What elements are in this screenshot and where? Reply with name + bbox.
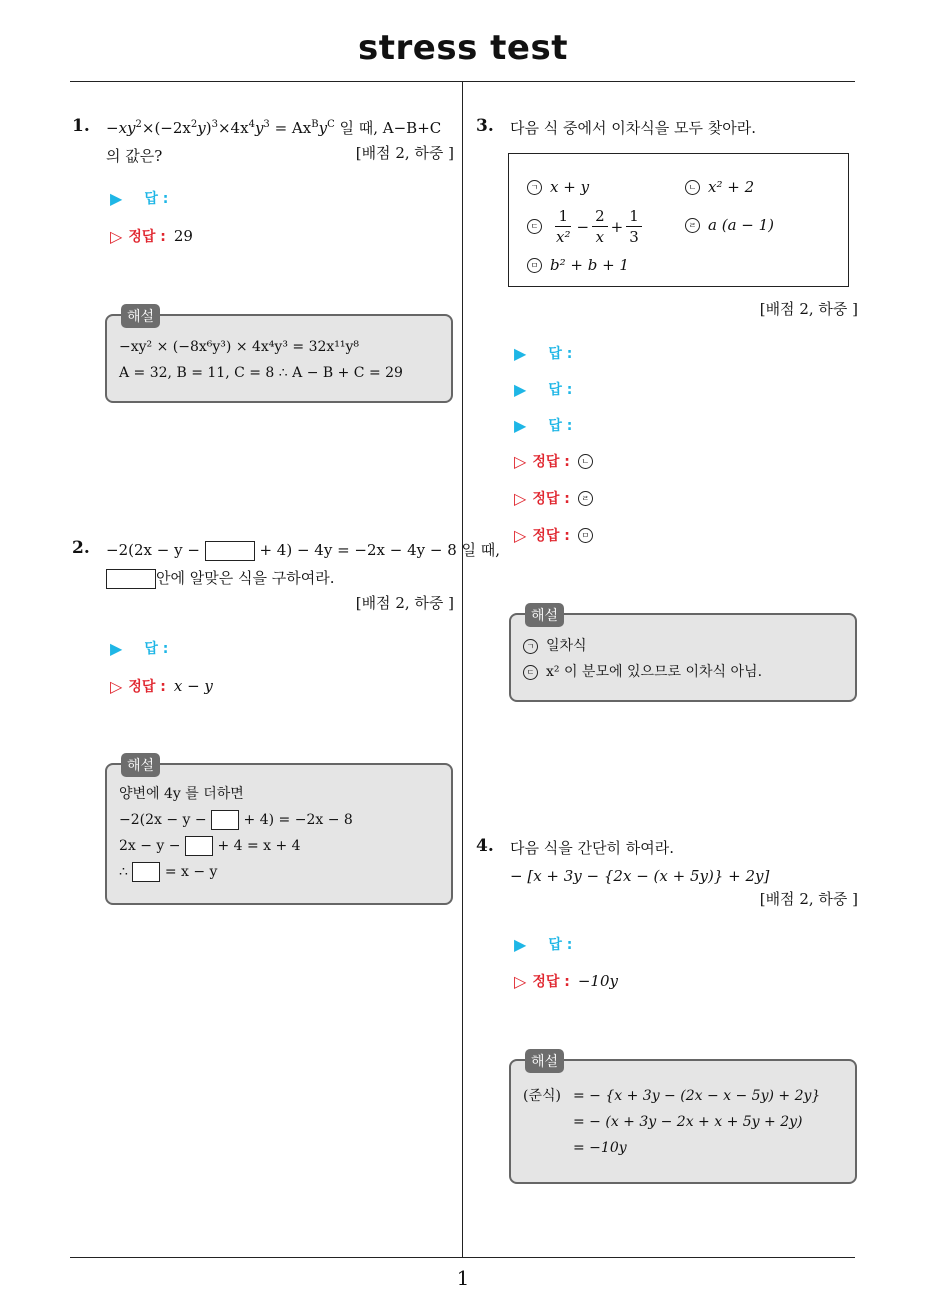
- outline-triangle-icon: ▷: [514, 451, 527, 471]
- column-divider: [462, 82, 463, 1257]
- answer-row: ▶ 답 :: [514, 934, 573, 954]
- answer-row: ▶ 답 :: [514, 343, 573, 363]
- choice-2: ㄴ x² + 2: [685, 178, 754, 196]
- explanation-box: 해설 양변에 4y 를 더하면 −2(2x − y − + 4) = −2x − 8 2x − y − + 4 = x + 4 ∴ = x − y: [105, 763, 453, 905]
- score-label: [배점 2, 하중 ]: [759, 300, 858, 318]
- question-number: 1.: [72, 116, 90, 136]
- correct-answer-row: ▷ 정답 : ㄴ: [514, 451, 601, 471]
- question-number: 3.: [476, 116, 494, 136]
- filled-triangle-icon: ▶: [514, 934, 527, 954]
- explanation-tag: 해설: [525, 603, 564, 627]
- question-text: −2(2x − y − + 4) − 4y = −2x − 4y − 8 일 때, 안에 알맞은 식을 구하여라.: [106, 541, 501, 587]
- outline-triangle-icon: ▷: [514, 971, 527, 991]
- choice-4: ㄹ a (a − 1): [685, 216, 774, 234]
- answer-row: ▶ 답 :: [514, 379, 573, 399]
- answer-row: ▶ 답 :: [110, 638, 169, 658]
- outline-triangle-icon: ▷: [514, 488, 527, 508]
- blank-box: [205, 541, 255, 561]
- page-title: stress test: [358, 28, 568, 68]
- answer-row: ▶ 답 :: [514, 415, 573, 435]
- bottom-rule: [70, 1257, 855, 1258]
- question-text: 다음 식을 간단히 하여라. − [x + 3y − {2x − (x + 5y)} + 2y]: [510, 839, 770, 885]
- question-text: 다음 식 중에서 이차식을 모두 찾아라.: [510, 119, 756, 137]
- question-number: 2.: [72, 538, 90, 558]
- correct-answer-row: ▷ 정답 : −10y: [514, 971, 618, 991]
- score-label: [배점 2, 하중 ]: [759, 890, 858, 908]
- question-text: $-xy^2\times(-2x^2y)^3\times 4x^4y^3 = Ax^By^C$ 일 때, A−B+C 의 값은?: [106, 119, 442, 165]
- outline-triangle-icon: ▷: [110, 226, 123, 246]
- outline-triangle-icon: ▷: [514, 525, 527, 545]
- explanation-tag: 해설: [121, 304, 160, 328]
- explanation-tag: 해설: [525, 1049, 564, 1073]
- filled-triangle-icon: ▶: [514, 415, 527, 435]
- page-number: 1: [456, 1266, 470, 1290]
- blank-box: [211, 810, 239, 830]
- score-label: [배점 2, 하중 ]: [355, 144, 454, 162]
- answer-row: ▶ 답 :: [110, 188, 169, 208]
- explanation-box: 해설 (준식) = − {x + 3y − (2x − x − 5y) + 2y} = − (x + 3y − 2x + x + 5y + 2y) = −10y: [509, 1059, 857, 1184]
- choice-1: ㄱ x + y: [527, 178, 589, 196]
- score-label: [배점 2, 하중 ]: [355, 594, 454, 612]
- choice-3: ㄷ $\frac{1}{\text{x²}}$ − $\frac{2}{x}$ + $\frac{1}{3}$: [527, 206, 645, 247]
- filled-triangle-icon: ▶: [514, 379, 527, 399]
- correct-answer-row: ▷ 정답 : x − y: [110, 676, 213, 696]
- filled-triangle-icon: ▶: [110, 638, 123, 658]
- filled-triangle-icon: ▶: [110, 188, 123, 208]
- blank-box: [132, 862, 160, 882]
- blank-box: [185, 836, 213, 856]
- blank-box: [106, 569, 156, 589]
- choice-5: ㅁ b² + b + 1: [527, 256, 629, 274]
- choices-box: [508, 153, 849, 287]
- explanation-tag: 해설: [121, 753, 160, 777]
- correct-answer-row: ▷ 정답 : ㄹ: [514, 488, 601, 508]
- correct-answer-row: ▷ 정답 : 29: [110, 226, 193, 246]
- correct-answer-row: ▷ 정답 : ㅁ: [514, 525, 601, 545]
- filled-triangle-icon: ▶: [514, 343, 527, 363]
- explanation-box: 해설 ㄱ 일차식 ㄷ x² 이 분모에 있으므로 이차식 아님.: [509, 613, 857, 702]
- explanation-box: 해설 −xy² × (−8x⁶y³) × 4x⁴y³ = 32x¹¹y⁸ A = 32, B = 11, C = 8 ∴ A − B + C = 29: [105, 314, 453, 403]
- question-number: 4.: [476, 836, 494, 856]
- outline-triangle-icon: ▷: [110, 676, 123, 696]
